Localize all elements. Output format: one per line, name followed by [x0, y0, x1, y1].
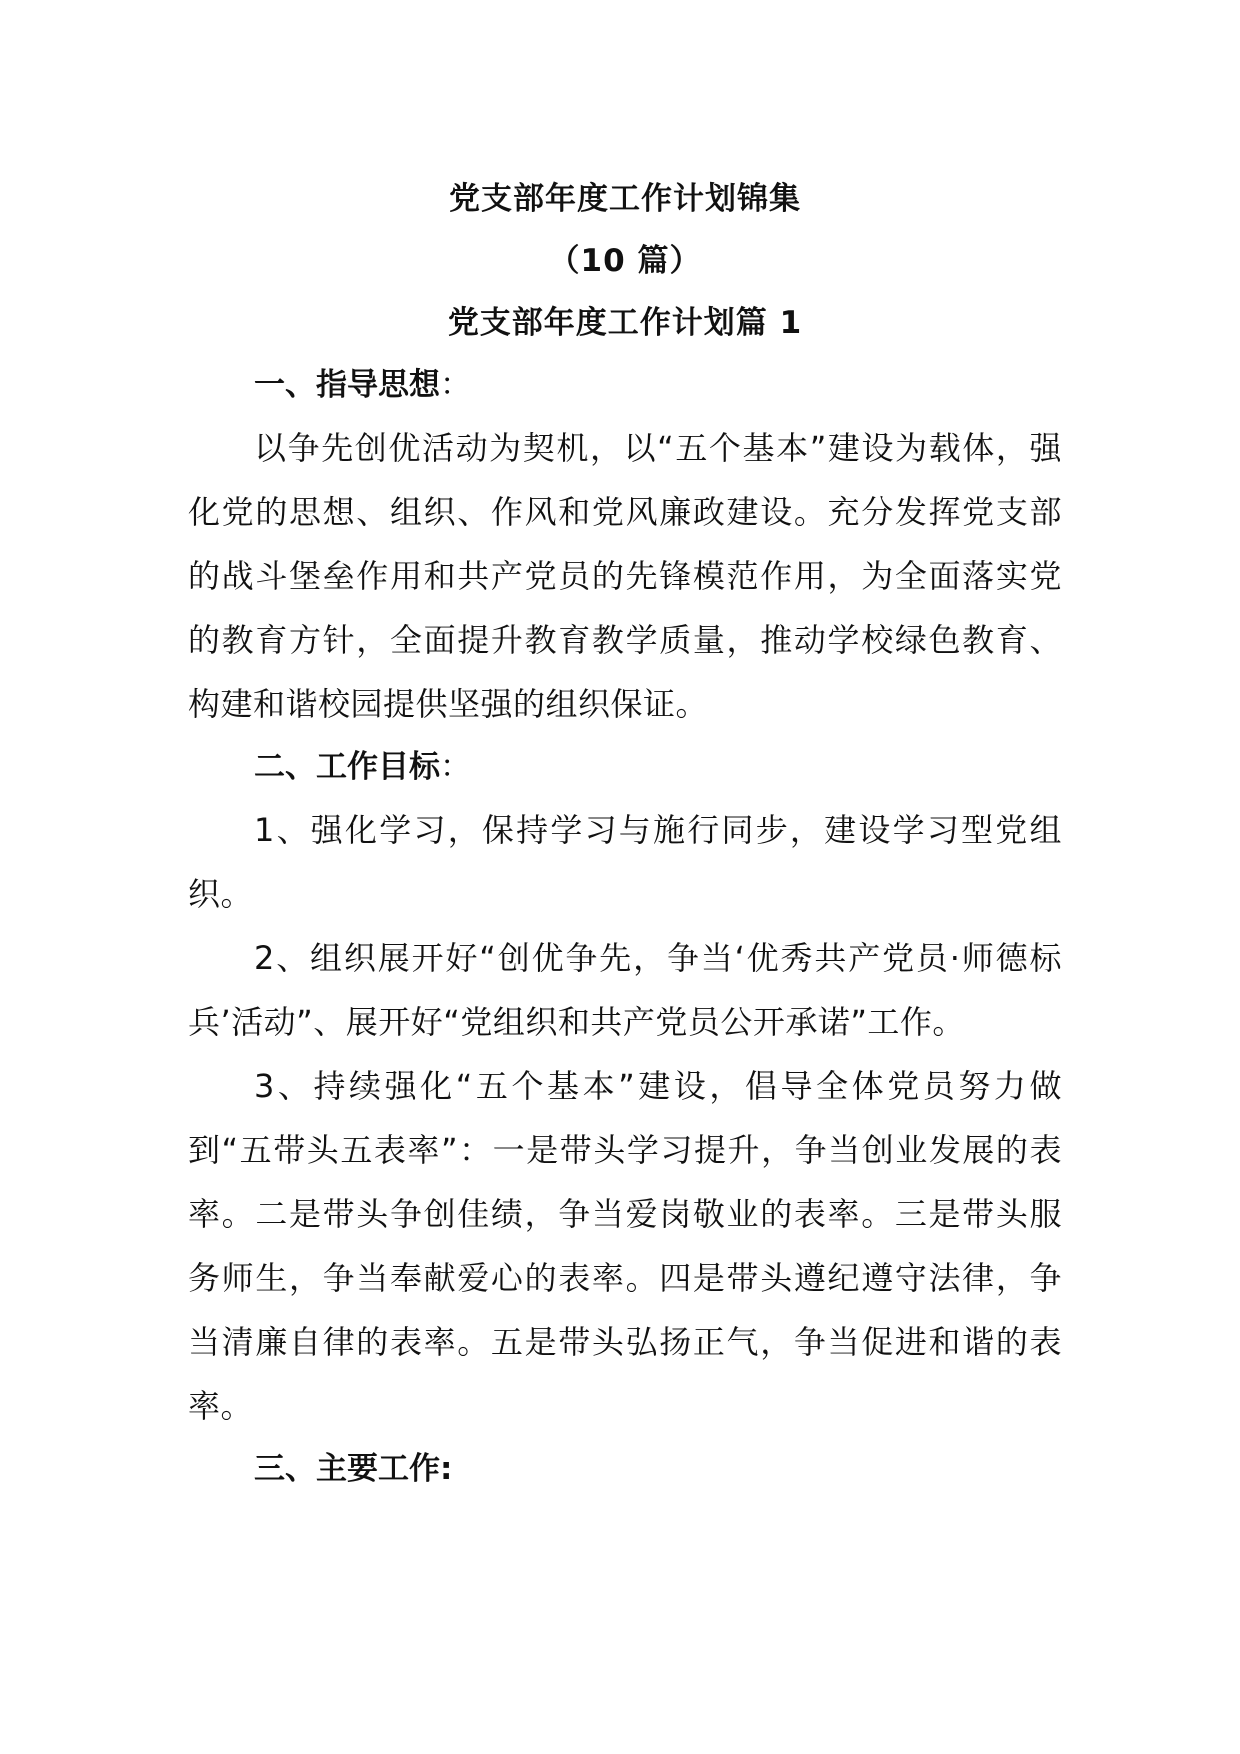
heading-colon: ： — [440, 367, 471, 403]
heading-colon: ： — [440, 749, 471, 785]
article-title: 党支部年度工作计划篇 1 — [447, 305, 803, 341]
section-heading-guiding-ideology — [188, 354, 1062, 416]
section-heading-main-work: 三、主要工作: — [254, 1451, 453, 1487]
section-heading-text: 一、指导思想 — [254, 367, 440, 403]
document-title: 党支部年度工作计划锦集 — [449, 181, 801, 217]
section-heading-text: 二、工作目标 — [254, 749, 440, 785]
goal-item-1: 1、强化学习，保持学习与施行同步，建设学习型党组织。 — [188, 811, 1062, 913]
section-heading-work-goals — [188, 736, 1062, 798]
paragraph-guiding-ideology: 以争先创优活动为契机，以“五个基本”建设为载体，强化党的思想、组织、作风和党风廉政建设。充分发挥党支部的战斗堡垒作用和共产党员的先锋模范作用，为全面落实党的教育方针，全面提升教育教学质量，推动学校绿色教育、构建和谐校园提供坚强的组织保证。 — [188, 429, 1062, 723]
document-subtitle-count: （10 篇） — [548, 243, 702, 279]
goal-item-3: 3、持续强化“五个基本”建设，倡导全体党员努力做到“五带头五表率”：一是带头学习提升，争当创业发展的表率。二是带头争创佳绩，争当爱岗敬业的表率。三是带头服务师生，争当奉献爱心的表率。四是带头遵纪遵守法律，争当清廉自律的表率。五是带头弘扬正气，争当促进和谐的表率。 — [188, 1067, 1062, 1425]
document-body — [188, 168, 1062, 1500]
goal-item-2: 2、组织展开好“创优争先，争当‘优秀共产党员·师德标兵’活动”、展开好“党组织和共产党员公开承诺”工作。 — [188, 939, 1062, 1041]
